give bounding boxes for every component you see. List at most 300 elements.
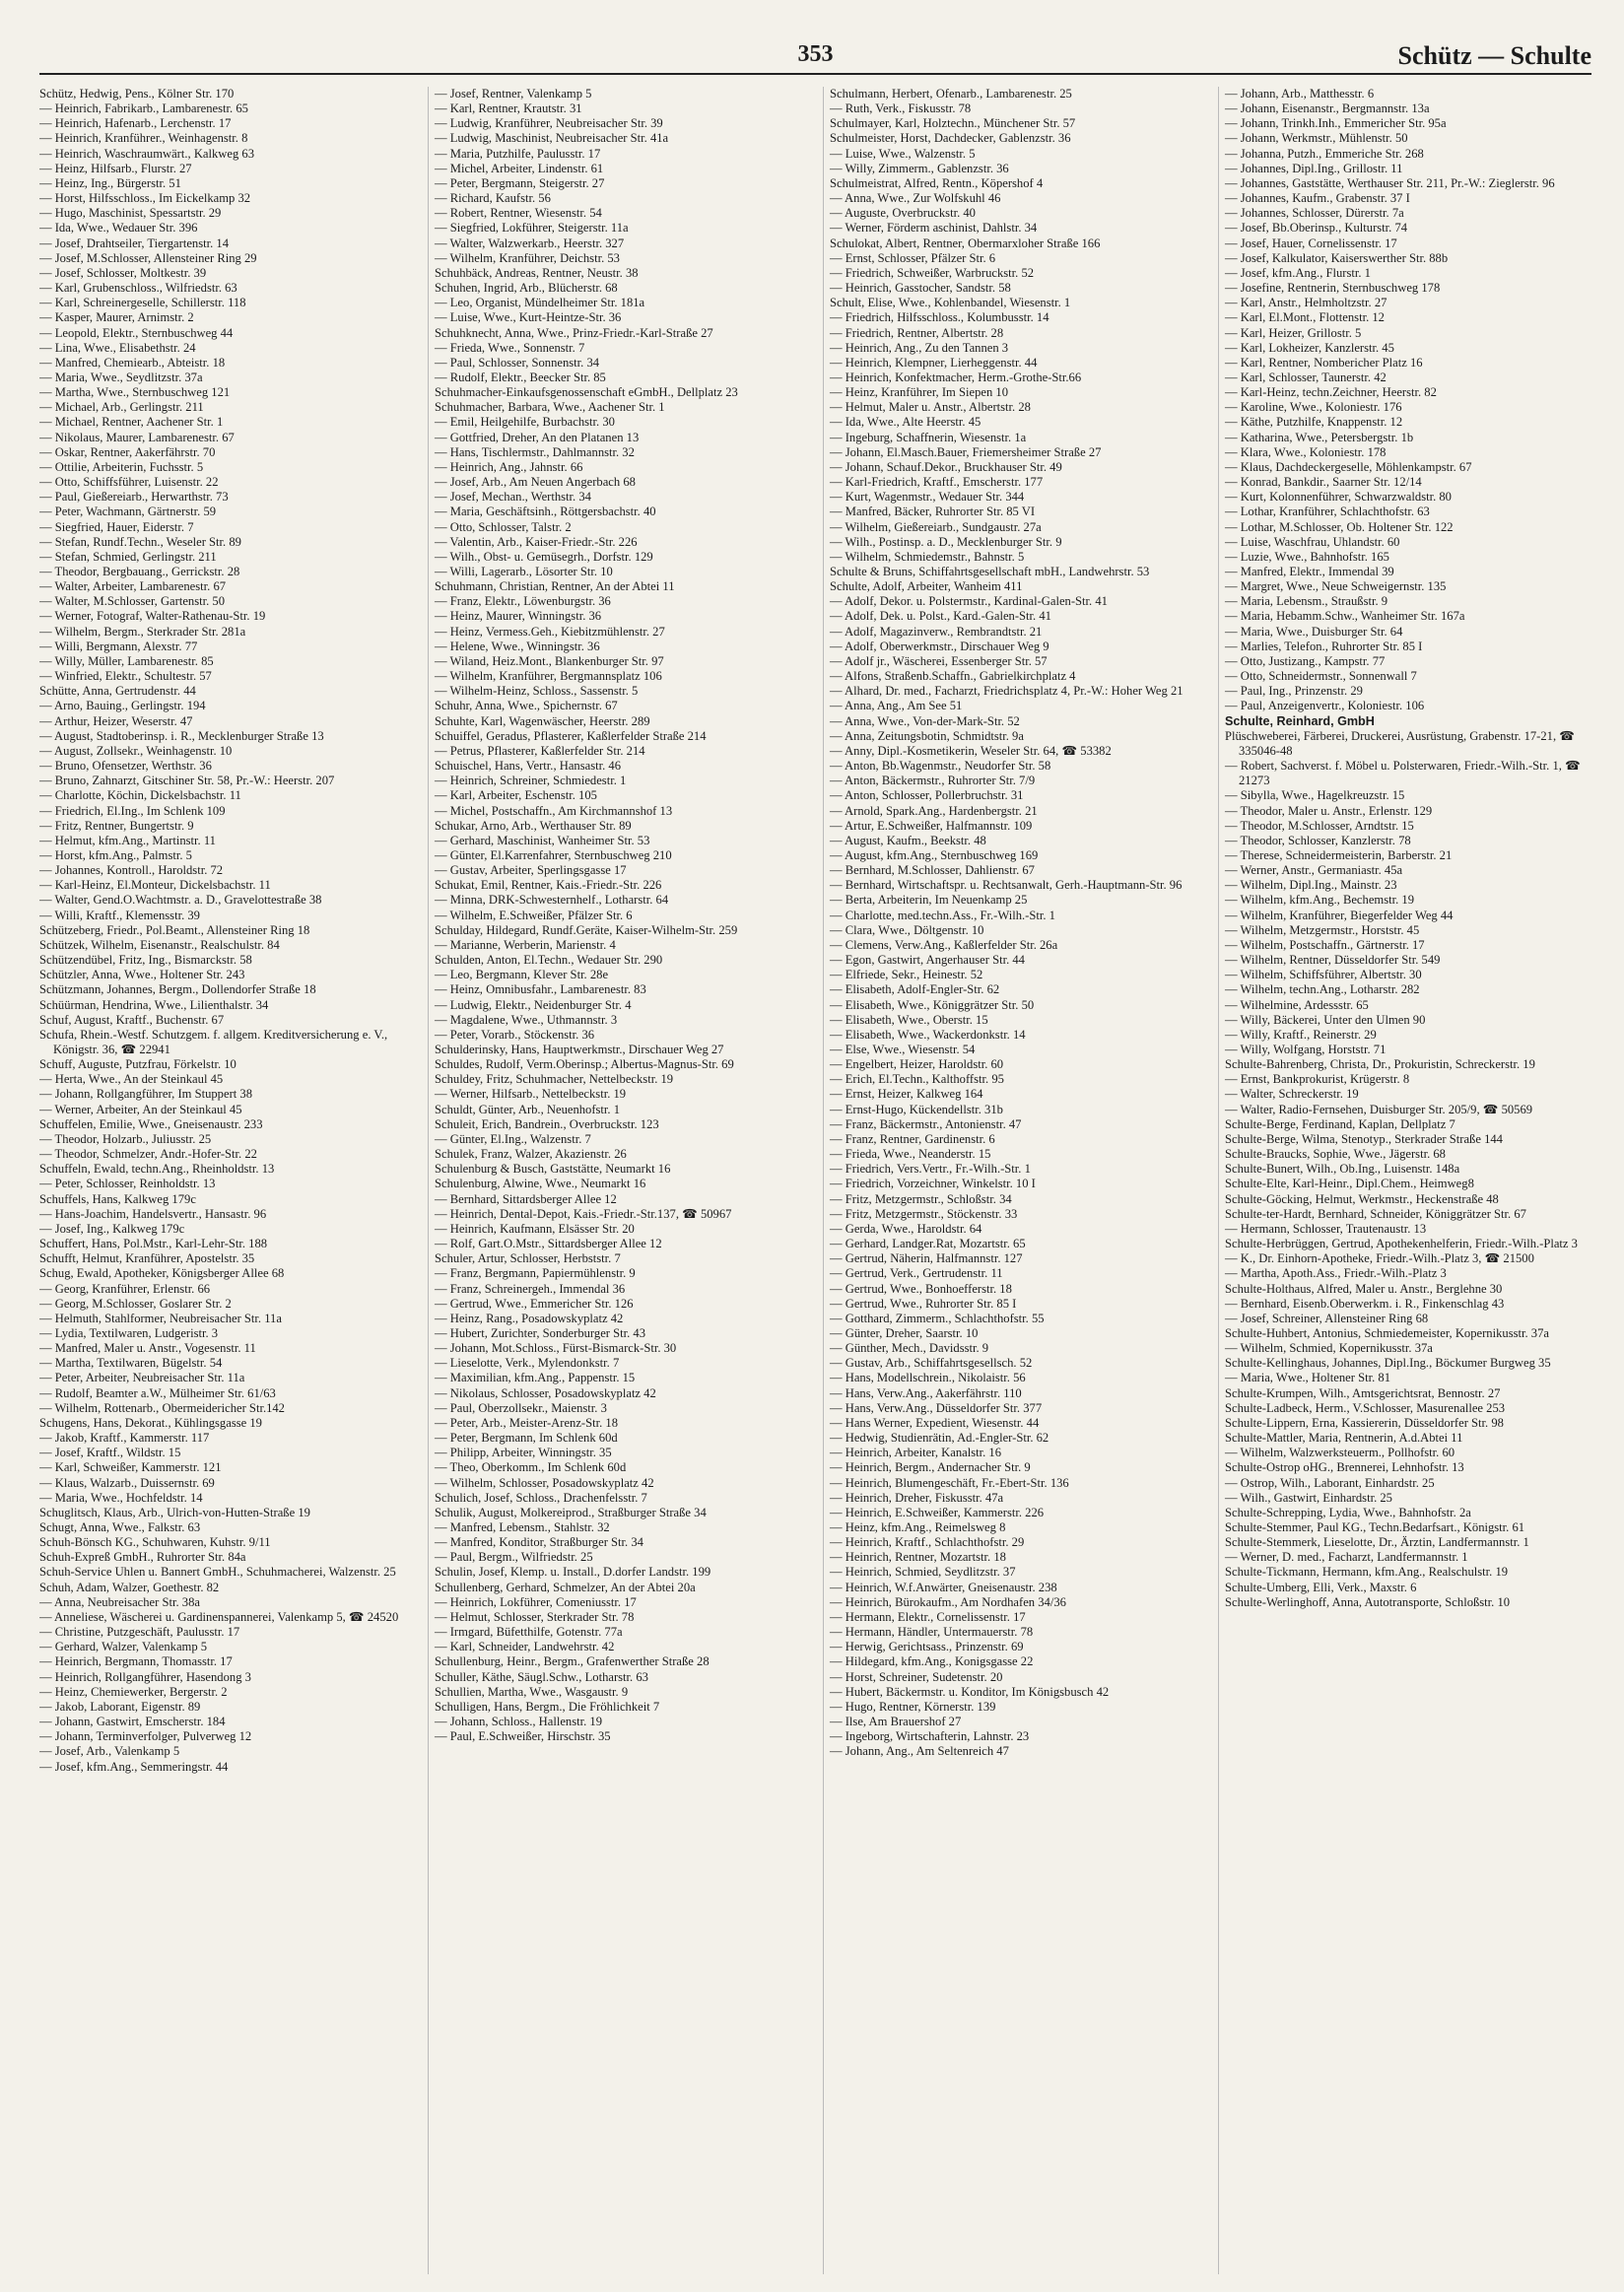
directory-entry: — Hugo, Rentner, Körnerstr. 139 — [830, 1699, 996, 1714]
directory-entry: Schuglitsch, Klaus, Arb., Ulrich-von-Hutten-Straße 19 — [39, 1505, 310, 1519]
directory-entry: — Johann, Eisenanstr., Bergmannstr. 13a — [1225, 101, 1430, 116]
directory-entry: — Josef, Kalkulator, Kaiserswerther Str. 88b — [1225, 250, 1449, 265]
directory-entry: — Gerhard, Landger.Rat, Mozartstr. 65 — [830, 1237, 1026, 1251]
directory-entry: — Hugo, Maschinist, Spessartstr. 29 — [39, 206, 222, 221]
directory-entry: — Theo, Oberkomm., Im Schlenk 60d — [435, 1460, 627, 1475]
directory-entry: — Paul, Ing., Prinzenstr. 29 — [1225, 684, 1363, 699]
directory-entry: — Oskar, Rentner, Aakerfährstr. 70 — [39, 444, 216, 459]
directory-entry: — Wilhelm, Metzgermstr., Horststr. 45 — [1225, 922, 1420, 937]
directory-entry: — Maria, Putzhilfe, Paulusstr. 17 — [435, 146, 601, 161]
directory-entry: — Paul, E.Schweißer, Hirschstr. 35 — [435, 1729, 611, 1744]
directory-entry: Schuhknecht, Anna, Wwe., Prinz-Friedr.-Karl-Straße 27 — [435, 325, 713, 340]
directory-entry: — Johannes, Schlosser, Dürerstr. 7a — [1225, 206, 1404, 221]
directory-entry: — Jakob, Laborant, Eigenstr. 89 — [39, 1699, 201, 1714]
directory-entry: — August, Zollsekr., Weinhagenstr. 10 — [39, 743, 233, 758]
directory-entry: Schütte, Anna, Gertrudenstr. 44 — [39, 684, 196, 699]
directory-entry: — Wilhelm, Walzwerksteuerm., Pollhofstr. 60 — [1225, 1446, 1455, 1460]
directory-entry: — Karoline, Wwe., Koloniestr. 176 — [1225, 400, 1402, 415]
directory-entry: — Heinrich, Dreher, Fiskusstr. 47a — [830, 1490, 1004, 1505]
directory-entry: — Karl, Rentner, Krautstr. 31 — [435, 101, 582, 116]
directory-entry: — Klara, Wwe., Koloniestr. 178 — [1225, 444, 1387, 459]
directory-entry: — Walter, Radio-Fernsehen, Duisburger Str. 205/9, ☎ 50569 — [1225, 1102, 1533, 1116]
directory-entry: — Johannes, Kontroll., Haroldstr. 72 — [39, 863, 224, 878]
directory-entry: Schützmann, Johannes, Bergm., Dollendorfer Straße 18 — [39, 982, 316, 997]
directory-entry: — Gertrud, Wwe., Emmericher Str. 126 — [435, 1296, 634, 1311]
directory-entry: — Anna, Zeitungsbotin, Schmidtstr. 9a — [830, 728, 1024, 743]
directory-entry: — Elisabeth, Adolf-Engler-Str. 62 — [830, 982, 1000, 997]
directory-entry: — Ruth, Verk., Fiskusstr. 78 — [830, 101, 972, 116]
directory-entry: — Günther, Mech., Davidsstr. 9 — [830, 1341, 989, 1356]
directory-entry: — Helmut, kfm.Ang., Martinstr. 11 — [39, 833, 216, 847]
directory-entry: — Maximilian, kfm.Ang., Pappenstr. 15 — [435, 1371, 636, 1385]
directory-entry: — Clemens, Verw.Ang., Kaßlerfelder Str. 26a — [830, 937, 1058, 952]
directory-entry: — Karl, Lokheizer, Kanzlerstr. 45 — [1225, 340, 1394, 355]
directory-entry: — Otto, Schlosser, Talstr. 2 — [435, 519, 572, 534]
directory-entry: Schuffels, Hans, Kalkweg 179c — [39, 1191, 196, 1206]
directory-entry: — Heinrich, Bürokaufm., Am Nordhafen 34/36 — [830, 1594, 1066, 1609]
directory-entry: — Fritz, Metzgermstr., Schloßstr. 34 — [830, 1191, 1012, 1206]
directory-entry: — Konrad, Bankdir., Saarner Str. 12/14 — [1225, 475, 1422, 490]
directory-entry: — Wilhelm, Rottenarb., Obermeidericher Str.142 — [39, 1400, 285, 1415]
directory-entry: Schuischel, Hans, Vertr., Hansastr. 46 — [435, 759, 621, 774]
directory-entry: Schuh-Expreß GmbH., Ruhrorter Str. 84a — [39, 1550, 246, 1565]
directory-entry: — Willi, Bergmann, Alexstr. 77 — [39, 639, 198, 653]
directory-entry: Schuldey, Fritz, Schuhmacher, Nettelbeckstr. 19 — [435, 1072, 674, 1087]
directory-entry: — Friedrich, Hilfsschloss., Kolumbusstr. 14 — [830, 310, 1049, 325]
directory-entry: Schulenburg, Alwine, Wwe., Neumarkt 16 — [435, 1177, 646, 1191]
directory-entry: — Stefan, Schmied, Gerlingstr. 211 — [39, 549, 217, 564]
directory-entry: — Heinrich, Lokführer, Comeniusstr. 17 — [435, 1594, 637, 1609]
directory-entry: Schulokat, Albert, Rentner, Obermarxloher Straße 166 — [830, 236, 1101, 250]
directory-entry: — Frieda, Wwe., Neanderstr. 15 — [830, 1147, 991, 1162]
directory-entry: — Philipp, Arbeiter, Winningstr. 35 — [435, 1446, 612, 1460]
directory-entry: — Gottfried, Dreher, An den Platanen 13 — [435, 430, 640, 444]
directory-entry: Schulte-Ladbeck, Herm., V.Schlosser, Masurenallee 253 — [1225, 1400, 1506, 1415]
directory-entry: — Karl, Schlosser, Taunerstr. 42 — [1225, 370, 1387, 384]
directory-entry: — Ingeburg, Schaffnerin, Wiesenstr. 1a — [830, 430, 1027, 444]
directory-entry: — Ida, Wwe., Wedauer Str. 396 — [39, 221, 198, 236]
directory-entry: — Heinrich, Waschraumwärt., Kalkweg 63 — [39, 146, 255, 161]
directory-entry: — Käthe, Putzhilfe, Knappenstr. 12 — [1225, 415, 1403, 430]
directory-entry: — Alfons, Straßenb.Schaffn., Gabrielkirchplatz 4 — [830, 669, 1076, 684]
directory-entry: — Nikolaus, Maurer, Lambarenestr. 67 — [39, 430, 235, 444]
directory-entry: — Engelbert, Heizer, Haroldstr. 60 — [830, 1057, 1004, 1072]
directory-entry: — Wiland, Heiz.Mont., Blankenburger Str. 97 — [435, 653, 664, 668]
directory-entry: — Heinrich, Kaufmann, Elsässer Str. 20 — [435, 1221, 635, 1236]
directory-entry: — Stefan, Rundf.Techn., Weseler Str. 89 — [39, 534, 241, 549]
directory-entry: Schulte-Kellinghaus, Johannes, Dipl.Ing., Böckumer Burgweg 35 — [1225, 1356, 1551, 1371]
directory-entry: — Otto, Schneidermstr., Sonnenwall 7 — [1225, 669, 1417, 684]
directory-entry: — Helmut, Maler u. Anstr., Albertstr. 28 — [830, 400, 1031, 415]
directory-entry: Schulin, Josef, Klemp. u. Install., D.dorfer Landstr. 199 — [435, 1565, 711, 1580]
directory-entry: — Karl, Heizer, Grillostr. 5 — [1225, 325, 1362, 340]
directory-entry: Schuhr, Anna, Wwe., Spichernstr. 67 — [435, 699, 618, 713]
directory-entry: Schuleit, Erich, Bandrein., Overbruckstr. 123 — [435, 1116, 659, 1131]
directory-entry: — Werner, Hilfsarb., Nettelbeckstr. 19 — [435, 1087, 627, 1102]
directory-entry: — Lothar, M.Schlosser, Ob. Holtener Str. 122 — [1225, 519, 1454, 534]
directory-entry: Schuhmacher, Barbara, Wwe., Aachener Str. 1 — [435, 400, 665, 415]
directory-entry: — Charlotte, med.techn.Ass., Fr.-Wilh.-Str. 1 — [830, 908, 1055, 922]
directory-entry: — Maria, Wwe., Seydlitzstr. 37a — [39, 370, 203, 384]
directory-entry: Schulte-Göcking, Helmut, Werkmstr., Heckenstraße 48 — [1225, 1191, 1499, 1206]
directory-entry: — Heinz, kfm.Ang., Reimelsweg 8 — [830, 1520, 1006, 1534]
directory-entry: — Friedrich, El.Ing., Im Schlenk 109 — [39, 803, 226, 818]
directory-entry: — Werner, Fotograf, Walter-Rathenau-Str. 19 — [39, 609, 266, 624]
directory-entry: — Ludwig, Maschinist, Neubreisacher Str. 41a — [435, 131, 669, 146]
directory-entry: — Theodor, Schlosser, Kanzlerstr. 78 — [1225, 833, 1411, 847]
directory-entry: — Josefine, Rentnerin, Sternbuschweg 178 — [1225, 281, 1441, 296]
directory-entry: — Wilhelm-Heinz, Schloss., Sassenstr. 5 — [435, 684, 639, 699]
directory-entry: — Elisabeth, Wwe., Wackerdonkstr. 14 — [830, 1027, 1026, 1042]
directory-entry: — Erich, El.Techn., Kalthoffstr. 95 — [830, 1072, 1004, 1087]
directory-entry: — Anton, Bäckermstr., Ruhrorter Str. 7/9 — [830, 774, 1036, 788]
directory-entry: — Anna, Ang., Am See 51 — [830, 699, 963, 713]
directory-entry: — Josef, Hauer, Cornelissenstr. 17 — [1225, 236, 1397, 250]
directory-entry: — Heinrich, Kranführer., Weinhagenstr. 8 — [39, 131, 248, 146]
directory-entry: — Willy, Bäckerei, Unter den Ulmen 90 — [1225, 1012, 1426, 1027]
directory-entry: — Peter, Wachmann, Gärtnerstr. 59 — [39, 505, 217, 519]
directory-entry: — Rudolf, Elektr., Beecker Str. 85 — [435, 370, 606, 384]
directory-entry: Schulte-Ostrop oHG., Brennerei, Lehnhofstr. 13 — [1225, 1460, 1464, 1475]
directory-entry: Schuh-Bönsch KG., Schuhwaren, Kuhstr. 9/11 — [39, 1535, 271, 1550]
directory-entry: — Heinz, Omnibusfahr., Lambarenestr. 83 — [435, 982, 646, 997]
directory-entry: — Theodor, Schmelzer, Andr.-Hofer-Str. 22 — [39, 1147, 257, 1162]
directory-entry: — Leo, Organist, Mündelheimer Str. 181a — [435, 296, 645, 310]
directory-entry: Schult, Elise, Wwe., Kohlenbandel, Wiesenstr. 1 — [830, 296, 1071, 310]
directory-entry: — Margret, Wwe., Neue Schweigernstr. 135 — [1225, 579, 1447, 594]
directory-entry: — Egon, Gastwirt, Angerhauser Str. 44 — [830, 953, 1025, 968]
directory-entry: — Walter, M.Schlosser, Gartenstr. 50 — [39, 594, 226, 609]
directory-entry: — Werner, Förderm aschinist, Dahlstr. 34 — [830, 221, 1038, 236]
directory-entry: — Manfred, Lebensm., Stahlstr. 32 — [435, 1520, 610, 1534]
directory-entry: — Lydia, Textilwaren, Ludgeristr. 3 — [39, 1325, 219, 1340]
directory-entry: — Manfred, Elektr., Immendal 39 — [1225, 565, 1394, 578]
directory-entry: — Hans Werner, Expedient, Wiesenstr. 44 — [830, 1415, 1040, 1430]
directory-entry: — Alhard, Dr. med., Facharzt, Friedrichsplatz 4, Pr.-W.: Hoher Weg 21 — [830, 684, 1184, 699]
directory-entry: — Peter, Bergmann, Steigerstr. 27 — [435, 175, 605, 190]
directory-entry: Schulte-Lippern, Erna, Kassiererin, Düsseldorfer Str. 98 — [1225, 1415, 1504, 1430]
directory-entry: — Karl, Anstr., Helmholtzstr. 27 — [1225, 296, 1387, 310]
directory-entry: — Walter, Walzwerkarb., Heerstr. 327 — [435, 236, 625, 250]
directory-entry: — Werner, Arbeiter, An der Steinkaul 45 — [39, 1102, 242, 1116]
directory-entry: Schugens, Hans, Dekorat., Kühlingsgasse 19 — [39, 1415, 262, 1430]
directory-entry: — Heinz, Rang., Posadowskyplatz 42 — [435, 1311, 624, 1325]
directory-entry: — Johann, Trinkh.Inh., Emmericher Str. 95a — [1225, 116, 1447, 131]
directory-entry: — Elisabeth, Wwe., Oberstr. 15 — [830, 1012, 988, 1027]
directory-entry: — Clara, Wwe., Döltgenstr. 10 — [830, 922, 984, 937]
directory-entry: Schulik, August, Molkereiprod., Straßburger Straße 34 — [435, 1505, 707, 1519]
directory-entry: — Artur, E.Schweißer, Halfmannstr. 109 — [830, 818, 1033, 833]
directory-entry: — Josef, Arb., Valenkamp 5 — [39, 1744, 180, 1759]
directory-entry: — Ottilie, Arbeiterin, Fuchsstr. 5 — [39, 459, 204, 474]
directory-entry: Schulte-Werlinghoff, Anna, Autotransporte, Schloßstr. 10 — [1225, 1594, 1511, 1609]
directory-entry: Schulden, Anton, El.Techn., Wedauer Str. 290 — [435, 953, 663, 968]
directory-entry: Schulte-ter-Hardt, Bernhard, Schneider, Königgrätzer Str. 67 — [1225, 1206, 1526, 1221]
directory-entry: — Gustav, Arbeiter, Sperlingsgasse 17 — [435, 863, 627, 878]
directory-entry: — Gustav, Arb., Schiffahrtsgesellsch. 52 — [830, 1356, 1033, 1371]
directory-entry: — Heinz, Hilfsarb., Flurstr. 27 — [39, 161, 192, 175]
directory-entry: Schuhen, Ingrid, Arb., Blücherstr. 68 — [435, 281, 618, 296]
directory-entry: — Heinrich, Schreiner, Schmiedestr. 1 — [435, 774, 627, 788]
directory-entry: — Herwig, Gerichtsass., Prinzenstr. 69 — [830, 1640, 1024, 1654]
directory-entry: — Helmuth, Stahlformer, Neubreisacher Str. 11a — [39, 1311, 282, 1325]
directory-entry: — Johann, Mot.Schloss., Fürst-Bismarck-Str. 30 — [435, 1341, 677, 1356]
directory-entry: Schulte-Stemmer, Paul KG., Techn.Bedarfsart., Königstr. 61 — [1225, 1520, 1525, 1534]
directory-entry: — Wilhelm, Dipl.Ing., Mainstr. 23 — [1225, 878, 1397, 893]
directory-entry: — Johann, Gastwirt, Emscherstr. 184 — [39, 1715, 226, 1729]
directory-entry: — Elisabeth, Wwe., Königgrätzer Str. 50 — [830, 997, 1035, 1012]
directory-entry: Schulte-Krumpen, Wilh., Amtsgerichtsrat, Bennostr. 27 — [1225, 1385, 1501, 1400]
directory-entry: — Wilhelmine, Ardessstr. 65 — [1225, 997, 1369, 1012]
page-number: 353 — [797, 41, 834, 67]
directory-entry: — Bruno, Zahnarzt, Gitschiner Str. 58, Pr.-W.: Heerstr. 207 — [39, 774, 335, 788]
directory-entry: — Robert, Rentner, Wiesenstr. 54 — [435, 206, 602, 221]
directory-entry: — Franz, Schreinergeh., Immendal 36 — [435, 1281, 626, 1296]
directory-entry: — Rudolf, Beamter a.W., Mülheimer Str. 61/63 — [39, 1385, 276, 1400]
directory-entry: — Johann, Terminverfolger, Pulverweg 12 — [39, 1729, 252, 1744]
directory-entry: — Günter, Dreher, Saarstr. 10 — [830, 1325, 979, 1340]
directory-entry: — Wilhelm, techn.Ang., Lotharstr. 282 — [1225, 982, 1420, 997]
directory-entry: Schulte-Mattler, Maria, Rentnerin, A.d.Abtei 11 — [1225, 1431, 1463, 1446]
directory-entry: — Michel, Postschaffn., Am Kirchmannshof 13 — [435, 803, 673, 818]
directory-entry: — Wilhelm, E.Schweißer, Pfälzer Str. 6 — [435, 908, 633, 922]
directory-entry: — Karl, Rentner, Nombericher Platz 16 — [1225, 355, 1423, 370]
directory-entry: — Helene, Wwe., Winningstr. 36 — [435, 639, 600, 653]
directory-entry: — Johann, Arb., Matthesstr. 6 — [1225, 87, 1375, 101]
directory-entry: — Horst, Hilfsschloss., Im Eickelkamp 32 — [39, 191, 251, 206]
directory-entry: — Frieda, Wwe., Sonnenstr. 7 — [435, 340, 585, 355]
directory-columns — [39, 87, 1591, 2274]
directory-entry: — Josef, Mechan., Werthstr. 34 — [435, 490, 591, 505]
directory-entry: — Josef, M.Schlosser, Allensteiner Ring 29 — [39, 250, 257, 265]
directory-entry: — Minna, DRK-Schwesternhelf., Lotharstr. 64 — [435, 893, 669, 908]
directory-entry: — Theodor, Holzarb., Juliusstr. 25 — [39, 1131, 212, 1146]
directory-entry: — Luise, Wwe., Walzenstr. 5 — [830, 146, 976, 161]
directory-entry: — Bruno, Ofensetzer, Werthstr. 36 — [39, 759, 212, 774]
directory-entry: — Anneliese, Wäscherei u. Gardinenspannerei, Valenkamp 5, ☎ 24520 — [39, 1609, 399, 1624]
directory-entry: Schuh, Adam, Walzer, Goethestr. 82 — [39, 1580, 220, 1594]
directory-entry: — Georg, M.Schlosser, Goslarer Str. 2 — [39, 1296, 232, 1311]
directory-entry: — Heinrich, Schmied, Seydlitzstr. 37 — [830, 1565, 1016, 1580]
directory-entry: — Marianne, Werberin, Marienstr. 4 — [435, 937, 616, 952]
directory-entry: Schulmayer, Karl, Holztechn., Münchener Str. 57 — [830, 116, 1076, 131]
directory-entry: Schukat, Emil, Rentner, Kais.-Friedr.-Str. 226 — [435, 878, 662, 893]
directory-entry: Schulte-Berge, Wilma, Stenotyp., Sterkrader Straße 144 — [1225, 1131, 1503, 1146]
directory-entry: — Charlotte, Köchin, Dickelsbachstr. 11 — [39, 788, 241, 803]
directory-entry: — Josef, Bb.Oberinsp., Kulturstr. 74 — [1225, 221, 1408, 236]
directory-entry: — Anna, Wwe., Zur Wolfskuhl 46 — [830, 191, 1001, 206]
directory-entry: — Bernhard, Wirtschaftspr. u. Rechtsanwalt, Gerh.-Hauptmann-Str. 96 — [830, 878, 1183, 893]
directory-entry: — Peter, Vorarb., Stöckenstr. 36 — [435, 1027, 595, 1042]
directory-entry: — August, kfm.Ang., Sternbuschweg 169 — [830, 847, 1039, 862]
directory-entry: — Wilhelm, Schiffsführer, Albertstr. 30 — [1225, 968, 1422, 982]
directory-entry: — Lothar, Kranführer, Schlachthofstr. 63 — [1225, 505, 1430, 519]
directory-entry: — Johannes, Kaufm., Grabenstr. 37 I — [1225, 191, 1410, 206]
directory-entry: — Werner, Anstr., Germaniastr. 45a — [1225, 863, 1403, 878]
directory-entry: Schulte-Elte, Karl-Heinr., Dipl.Chem., Heimweg8 — [1225, 1177, 1474, 1191]
directory-entry: — Michael, Arb., Gerlingstr. 211 — [39, 400, 204, 415]
directory-entry: — Hans, Modellschrein., Nikolaistr. 56 — [830, 1371, 1026, 1385]
directory-entry: — Theodor, M.Schlosser, Arndtstr. 15 — [1225, 818, 1414, 833]
directory-entry: — Helmut, Schlosser, Sterkrader Str. 78 — [435, 1609, 635, 1624]
directory-entry: — Hermann, Schlosser, Trautenaustr. 13 — [1225, 1221, 1427, 1236]
directory-entry: — Manfred, Maler u. Anstr., Vogesenstr. 11 — [39, 1341, 256, 1356]
directory-entry: — Hans, Verw.Ang., Düsseldorfer Str. 377 — [830, 1400, 1043, 1415]
directory-entry: — Anton, Schlosser, Pollerbruchstr. 31 — [830, 788, 1024, 803]
directory-entry: — Ernst, Heizer, Kalkweg 164 — [830, 1087, 983, 1102]
directory-entry: — Klaus, Dachdeckergeselle, Möhlenkampstr. 67 — [1225, 459, 1472, 474]
directory-entry: — Heinrich, Arbeiter, Kanalstr. 16 — [830, 1446, 1002, 1460]
directory-entry: — Josef, Ing., Kalkweg 179c — [39, 1221, 185, 1236]
directory-entry: — Lina, Wwe., Elisabethstr. 24 — [39, 340, 196, 355]
directory-entry: — Arthur, Heizer, Weserstr. 47 — [39, 713, 193, 728]
directory-entry: — Peter, Bergmann, Im Schlenk 60d — [435, 1431, 618, 1446]
directory-entry: — Wilhelm, Schlosser, Posadowskyplatz 42 — [435, 1475, 654, 1490]
directory-entry: — Karl-Heinz, techn.Zeichner, Heerstr. 82 — [1225, 385, 1437, 400]
directory-entry: — Josef, Schreiner, Allensteiner Ring 68 — [1225, 1311, 1429, 1325]
directory-entry: — Wilhelm, Bergm., Sterkrader Str. 281a — [39, 624, 246, 639]
directory-entry: Schuhmann, Christian, Rentner, An der Abtei 11 — [435, 579, 675, 594]
directory-entry: — Siegfried, Lokführer, Steigerstr. 11a — [435, 221, 629, 236]
directory-entry: — Günter, El.Ing., Walzenstr. 7 — [435, 1131, 591, 1146]
directory-entry: — Wilhelm, Rentner, Düsseldorfer Str. 549 — [1225, 953, 1441, 968]
directory-entry: — Johann, El.Masch.Bauer, Friemersheimer Straße 27 — [830, 444, 1102, 459]
directory-entry: — Josef, Schlosser, Moltkestr. 39 — [39, 265, 207, 280]
directory-entry: — Elfriede, Sekr., Heinestr. 52 — [830, 968, 983, 982]
directory-entry: — Willy, Kraftf., Reinerstr. 29 — [1225, 1027, 1377, 1042]
directory-entry: — Werner, D. med., Facharzt, Landfermannstr. 1 — [1225, 1550, 1468, 1565]
directory-entry: Schukar, Arno, Arb., Werthauser Str. 89 — [435, 818, 632, 833]
directory-entry: Schulte-Tickmann, Hermann, kfm.Ang., Realschulstr. 19 — [1225, 1565, 1509, 1580]
directory-column-4 — [1218, 87, 1591, 2274]
directory-entry: — Hildegard, kfm.Ang., Konigsgasse 22 — [830, 1654, 1034, 1669]
directory-entry: — Ernst, Bankprokurist, Krügerstr. 8 — [1225, 1072, 1410, 1087]
directory-entry: — Günter, El.Karrenfahrer, Sternbuschweg 210 — [435, 847, 672, 862]
directory-entry: — Karl, Schneider, Landwehrstr. 42 — [435, 1640, 615, 1654]
directory-entry: — Ida, Wwe., Alte Heerstr. 45 — [830, 415, 981, 430]
directory-entry: — Josef, Arb., Am Neuen Angerbach 68 — [435, 475, 636, 490]
directory-entry: — Bernhard, M.Schlosser, Dahlienstr. 67 — [830, 863, 1035, 878]
directory-entry: Schulenburg & Busch, Gaststätte, Neumarkt 16 — [435, 1162, 671, 1177]
directory-entry: — Heinrich, Kraftf., Schlachthofstr. 29 — [830, 1535, 1025, 1550]
directory-entry: Schulmann, Herbert, Ofenarb., Lambarenestr. 25 — [830, 87, 1072, 101]
directory-entry: — Bernhard, Sittardsberger Allee 12 — [435, 1191, 617, 1206]
directory-entry: — Christine, Putzgeschäft, Paulusstr. 17 — [39, 1625, 240, 1640]
directory-entry: Schug, Ewald, Apotheker, Königsberger Allee 68 — [39, 1266, 285, 1281]
directory-entry: — Peter, Arb., Meister-Arenz-Str. 18 — [435, 1415, 619, 1430]
directory-entry: — Johann, Werkmstr., Mühlenstr. 50 — [1225, 131, 1408, 146]
directory-entry: Schuller, Käthe, Säugl.Schw., Lotharstr. 63 — [435, 1669, 648, 1684]
directory-entry: — Johann, Schauf.Dekor., Bruckhauser Str. 49 — [830, 459, 1062, 474]
directory-entry: — Herta, Wwe., An der Steinkaul 45 — [39, 1072, 224, 1087]
directory-entry: Schulderinsky, Hans, Hauptwerkmstr., Dirschauer Weg 27 — [435, 1043, 724, 1056]
directory-entry: — Josef, Rentner, Valenkamp 5 — [435, 87, 592, 101]
directory-entry: Schuhmacher-Einkaufsgenossenschaft eGmbH., Dellplatz 23 — [435, 385, 738, 400]
directory-entry: — Therese, Schneidermeisterin, Barberstr. 21 — [1225, 847, 1453, 862]
directory-entry: Schulte-Bahrenberg, Christa, Dr., Prokuristin, Schreckerstr. 19 — [1225, 1057, 1535, 1072]
running-head: Schütz — Schulte — [1397, 41, 1591, 70]
directory-entry: — Heinrich, Ang., Jahnstr. 66 — [435, 459, 583, 474]
directory-entry: — Wilhelm, Kranführer, Bergmannsplatz 106 — [435, 669, 662, 684]
directory-entry: — Horst, Schreiner, Sudetenstr. 20 — [830, 1669, 1003, 1684]
directory-entry: — Otto, Justizang., Kampstr. 77 — [1225, 653, 1386, 668]
directory-entry: Schulmeister, Horst, Dachdecker, Gablenzstr. 36 — [830, 131, 1071, 146]
directory-entry: — Lieselotte, Verk., Mylendonkstr. 7 — [435, 1356, 620, 1371]
directory-entry: — Johanna, Putzh., Emmeriche Str. 268 — [1225, 146, 1424, 161]
directory-entry: — Nikolaus, Schlosser, Posadowskyplatz 42 — [435, 1385, 656, 1400]
directory-entry: — Hedwig, Studienrätin, Ad.-Engler-Str. 62 — [830, 1431, 1049, 1446]
directory-entry: — Paul, Schlosser, Sonnenstr. 34 — [435, 355, 600, 370]
directory-entry: — Maria, Wwe., Hochfeldstr. 14 — [39, 1490, 203, 1505]
directory-entry: — Franz, Bäckermstr., Antonienstr. 47 — [830, 1116, 1022, 1131]
directory-entry: Schütz, Hedwig, Pens., Kölner Str. 170 — [39, 87, 235, 101]
directory-entry: — Heinrich, Dental-Depot, Kais.-Friedr.-Str.137, ☎ 50967 — [435, 1206, 732, 1221]
directory-entry: — August, Kaufm., Beekstr. 48 — [830, 833, 986, 847]
directory-entry: — Adolf, Oberwerkmstr., Dirschauer Weg 9 — [830, 639, 1049, 653]
directory-entry: — Kasper, Maurer, Arnimstr. 2 — [39, 310, 194, 325]
directory-entry: — Paul, Bergm., Wilfriedstr. 25 — [435, 1550, 593, 1565]
directory-entry: — Heinrich, E.Schweißer, Kammerstr. 226 — [830, 1505, 1045, 1519]
directory-entry: — Peter, Arbeiter, Neubreisacher Str. 11a — [39, 1371, 245, 1385]
directory-entry: — Gertrud, Verk., Gertrudenstr. 11 — [830, 1266, 1003, 1281]
directory-column-3 — [823, 87, 1196, 2274]
directory-entry: — Karl, Arbeiter, Eschenstr. 105 — [435, 788, 597, 803]
directory-entry: — Maria, Geschäftsinh., Röttgersbachstr. 40 — [435, 505, 656, 519]
directory-entry: — Gertrud, Wwe., Ruhrorter Str. 85 I — [830, 1296, 1017, 1311]
directory-entry: — Friedrich, Vorzeichner, Winkelstr. 10 I — [830, 1177, 1036, 1191]
directory-entry: — Luise, Wwe., Kurt-Heintze-Str. 36 — [435, 310, 622, 325]
directory-entry: — Wilhelm, Gießereiarb., Sundgaustr. 27a — [830, 519, 1042, 534]
directory-entry: — Gerhard, Walzer, Valenkamp 5 — [39, 1640, 208, 1654]
directory-entry: — Johann, Rollgangführer, Im Stuppert 38 — [39, 1087, 253, 1102]
directory-entry: — Karl, Grubenschloss., Wilfriedstr. 63 — [39, 281, 237, 296]
directory-entry: — Friedrich, Rentner, Albertstr. 28 — [830, 325, 1004, 340]
directory-entry: — Maria, Wwe., Duisburger Str. 64 — [1225, 624, 1403, 639]
directory-entry: Schulte-Schrepping, Lydia, Wwe., Bahnhofstr. 2a — [1225, 1505, 1471, 1519]
directory-entry: Schuff, Auguste, Putzfrau, Förkelstr. 10 — [39, 1057, 237, 1072]
directory-entry: — Maria, Wwe., Holtener Str. 81 — [1225, 1371, 1390, 1385]
directory-entry: Schüürman, Hendrina, Wwe., Lilienthalstr. 34 — [39, 997, 269, 1012]
directory-entry: Schullien, Martha, Wwe., Wasgaustr. 9 — [435, 1684, 629, 1699]
directory-entry: — Heinrich, Bergm., Andernacher Str. 9 — [830, 1460, 1031, 1475]
directory-entry: — Willy, Wolfgang, Horststr. 71 — [1225, 1043, 1387, 1056]
directory-entry: Schützler, Anna, Wwe., Holtener Str. 243 — [39, 968, 245, 982]
directory-entry: — Wilhelm, kfm.Ang., Bechemstr. 19 — [1225, 893, 1414, 908]
directory-entry: — Theodor, Maler u. Anstr., Erlenstr. 129 — [1225, 803, 1433, 818]
directory-entry: Schullenberg, Gerhard, Schmelzer, An der Abtei 20a — [435, 1580, 696, 1594]
directory-entry: — Heinz, Ing., Bürgerstr. 51 — [39, 175, 181, 190]
directory-entry: — Manfred, Bäcker, Ruhrorter Str. 85 VI — [830, 505, 1036, 519]
directory-entry: — August, Stadtoberinsp. i. R., Mecklenburger Straße 13 — [39, 728, 324, 743]
directory-entry: — Karl, El.Mont., Flottenstr. 12 — [1225, 310, 1385, 325]
directory-entry: — Irmgard, Büfetthilfe, Gotenstr. 77a — [435, 1625, 623, 1640]
directory-entry: — Leopold, Elektr., Sternbuschweg 44 — [39, 325, 234, 340]
directory-entry: Schulte & Bruns, Schiffahrtsgesellschaft mbH., Landwehrstr. 53 — [830, 565, 1150, 578]
directory-entry: — Marlies, Telefon., Ruhrorter Str. 85 I — [1225, 639, 1423, 653]
directory-entry: — Johann, Schloss., Hallenstr. 19 — [435, 1715, 603, 1729]
directory-entry: — Manfred, Chemiearb., Abteistr. 18 — [39, 355, 226, 370]
directory-entry: — Heinrich, Konfektmacher, Herm.-Grothe-Str.66 — [830, 370, 1082, 384]
directory-entry: — Auguste, Overbruckstr. 40 — [830, 206, 976, 221]
directory-entry: — Heinrich, Klempner, Lierheggenstr. 44 — [830, 355, 1038, 370]
directory-entry: — Theodor, Bergbauang., Gerrickstr. 28 — [39, 565, 240, 578]
directory-entry: Schuhte, Karl, Wagenwäscher, Heerstr. 289 — [435, 713, 650, 728]
directory-entry: Schuler, Artur, Schlosser, Herbststr. 7 — [435, 1251, 621, 1266]
directory-entry: — Heinz, Maurer, Winningstr. 36 — [435, 609, 602, 624]
directory-entry: Schulte, Adolf, Arbeiter, Wanheim 411 — [830, 579, 1023, 594]
directory-entry: Schulte-Stemmerk, Lieselotte, Dr., Ärztin, Landfermannstr. 1 — [1225, 1535, 1529, 1550]
directory-entry: — Friedrich, Vers.Vertr., Fr.-Wilh.-Str. 1 — [830, 1162, 1031, 1177]
